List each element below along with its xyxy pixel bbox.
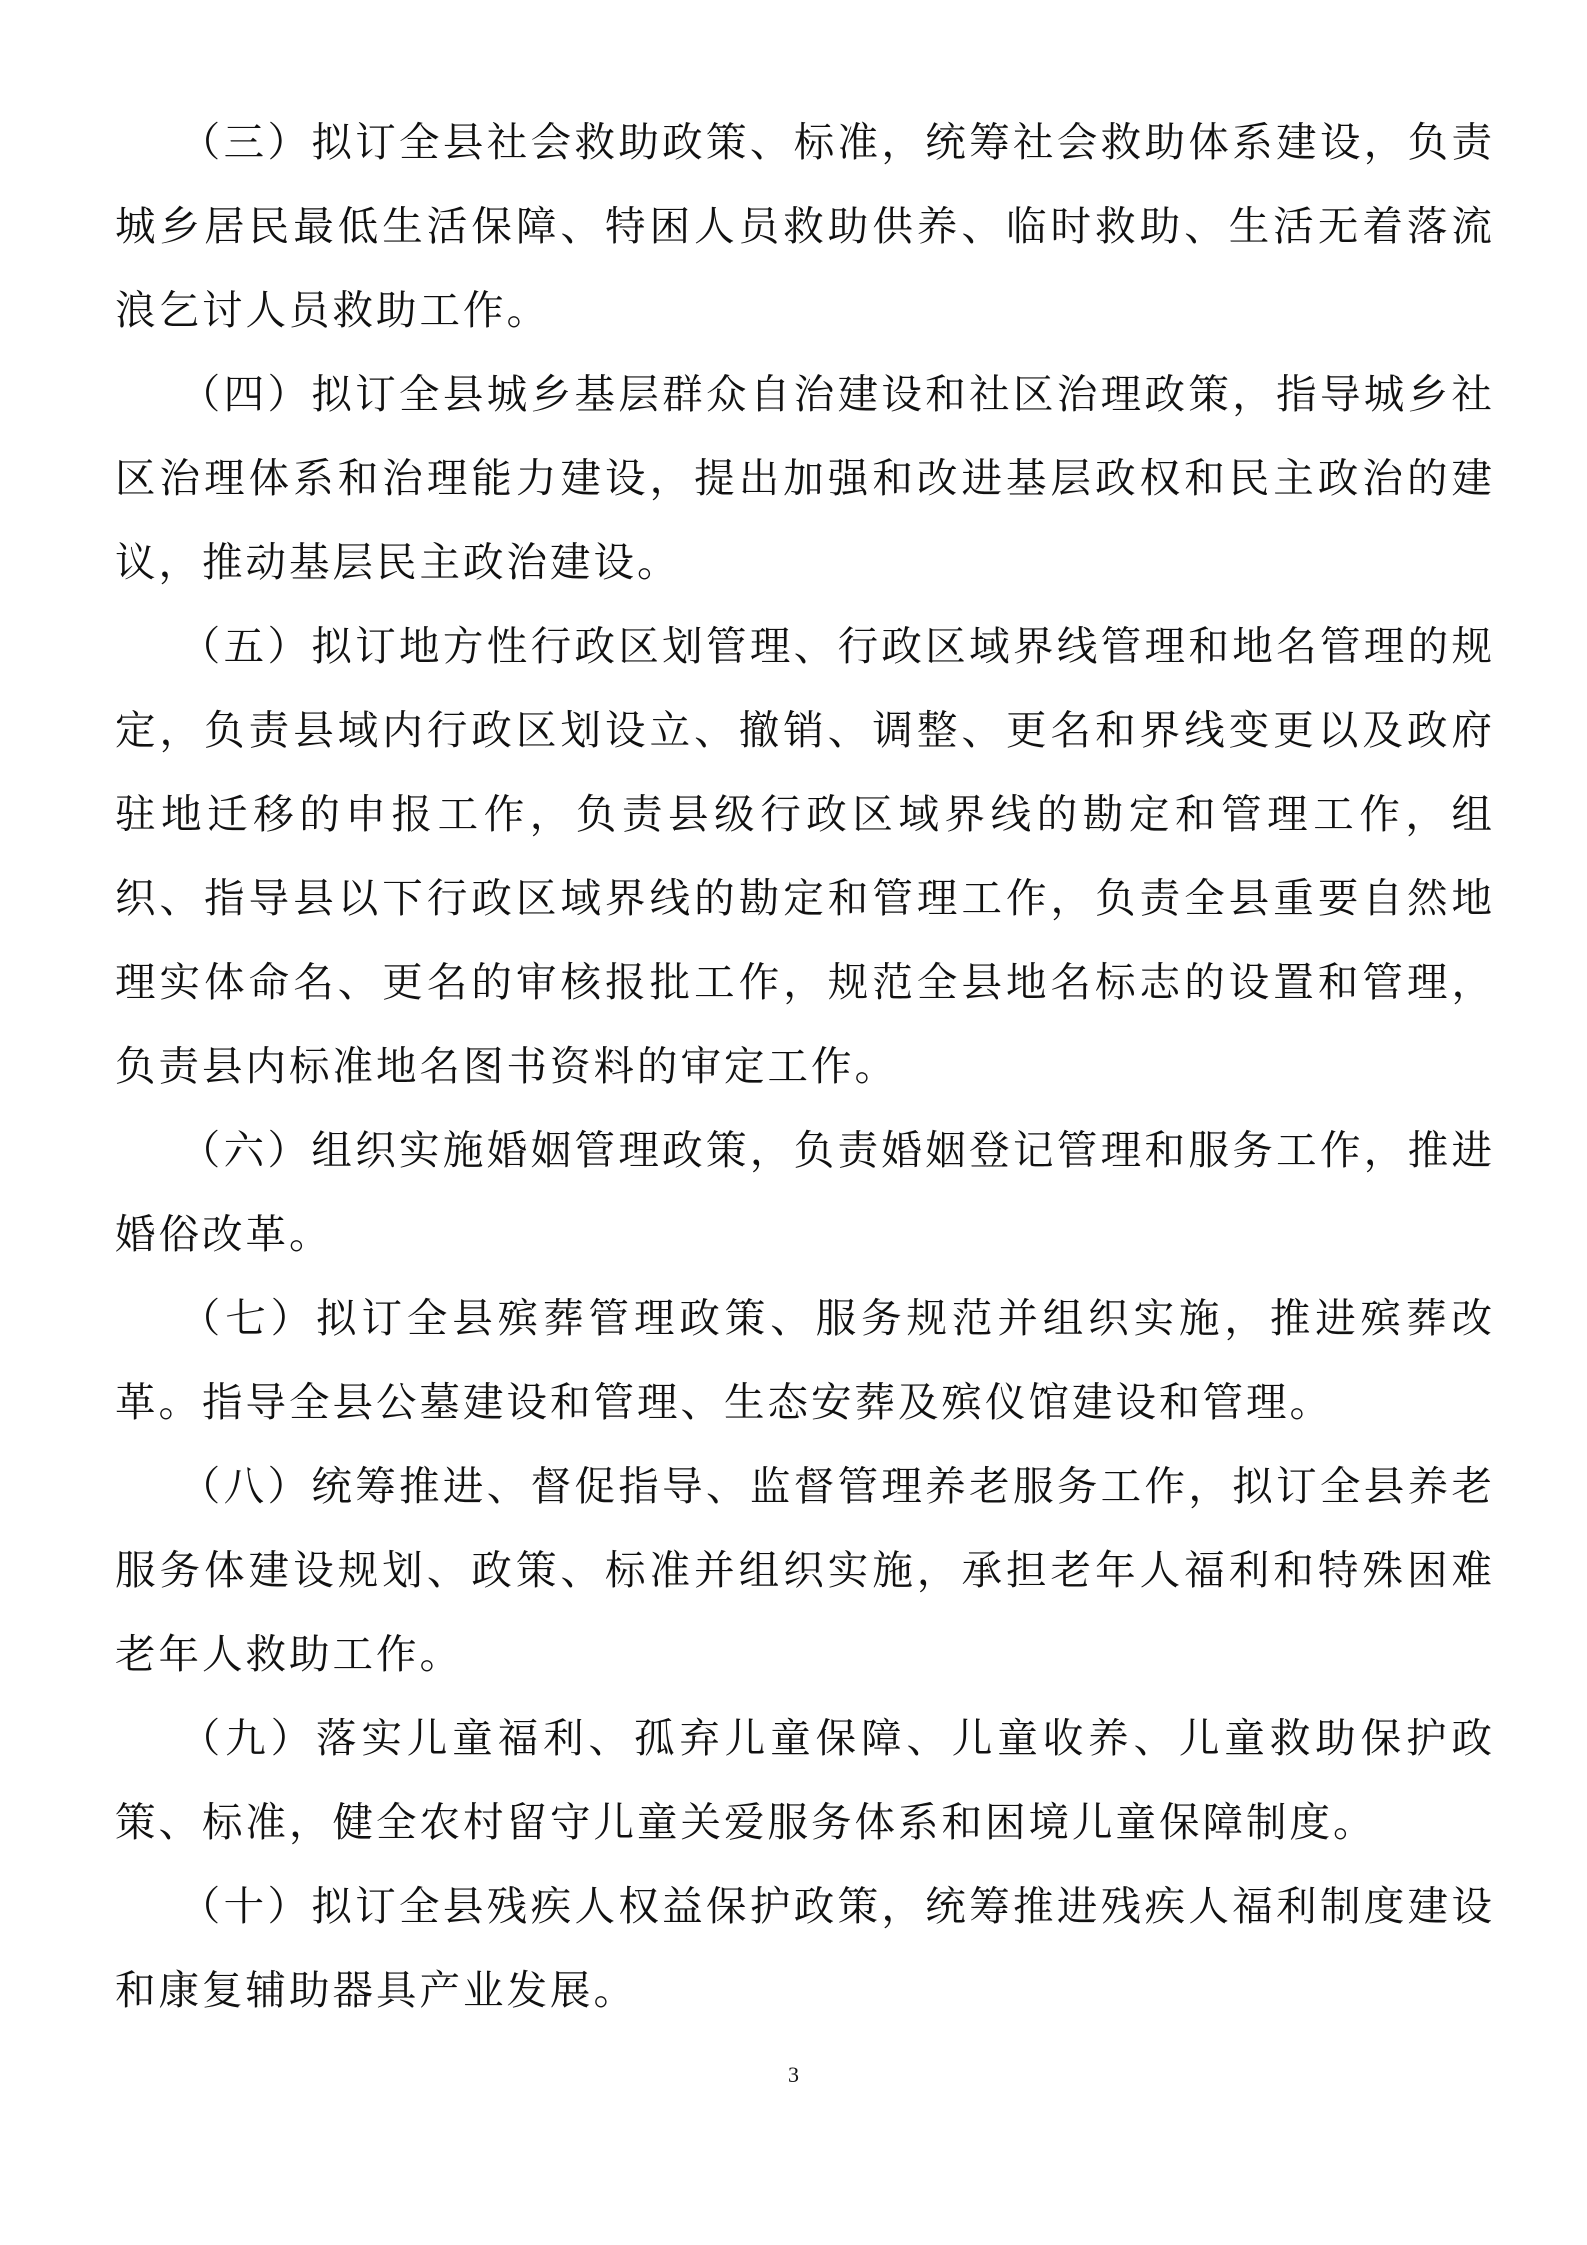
document-body <box>115 100 1495 2032</box>
page-number: 3 <box>788 2062 799 2087</box>
paragraph-3: （三）拟订全县社会救助政策、标准，统筹社会救助体系建设，负责城乡居民最低生活保障、特困人员救助供养、临时救助、生活无着落流浪乞讨人员救助工作。 <box>115 118 1495 334</box>
paragraph-8: （八）统筹推进、督促指导、监督管理养老服务工作，拟订全县养老服务体建设规划、政策、标准并组织实施，承担老年人福利和特殊困难老年人救助工作。 <box>115 1462 1495 1678</box>
paragraph-9: （九）落实儿童福利、孤弃儿童保障、儿童收养、儿童救助保护政策、标准，健全农村留守儿童关爱服务体系和困境儿童保障制度。 <box>115 1714 1495 1846</box>
paragraph-6: （六）组织实施婚姻管理政策，负责婚姻登记管理和服务工作，推进婚俗改革。 <box>115 1126 1495 1258</box>
paragraph-5: （五）拟订地方性行政区划管理、行政区域界线管理和地名管理的规定，负责县域内行政区划设立、撤销、调整、更名和界线变更以及政府驻地迁移的申报工作，负责县级行政区域界线的勘定和管理工作，组织、指导县以下行政区域界线的勘定和管理工作，负责全县重要自然地理实体命名、更名的审核报批工作，规范全县地名标志的设置和管理，负责县内标准地名图书资料的审定工作。 <box>115 622 1495 1090</box>
paragraph-10: （十）拟订全县残疾人权益保护政策，统筹推进残疾人福利制度建设和康复辅助器具产业发展。 <box>115 1882 1495 2014</box>
paragraph-7: （七）拟订全县殡葬管理政策、服务规范并组织实施，推进殡葬改革。指导全县公墓建设和管理、生态安葬及殡仪馆建设和管理。 <box>115 1294 1495 1426</box>
paragraph-4: （四）拟订全县城乡基层群众自治建设和社区治理政策，指导城乡社区治理体系和治理能力建设，提出加强和改进基层政权和民主政治的建议，推动基层民主政治建设。 <box>115 370 1495 586</box>
